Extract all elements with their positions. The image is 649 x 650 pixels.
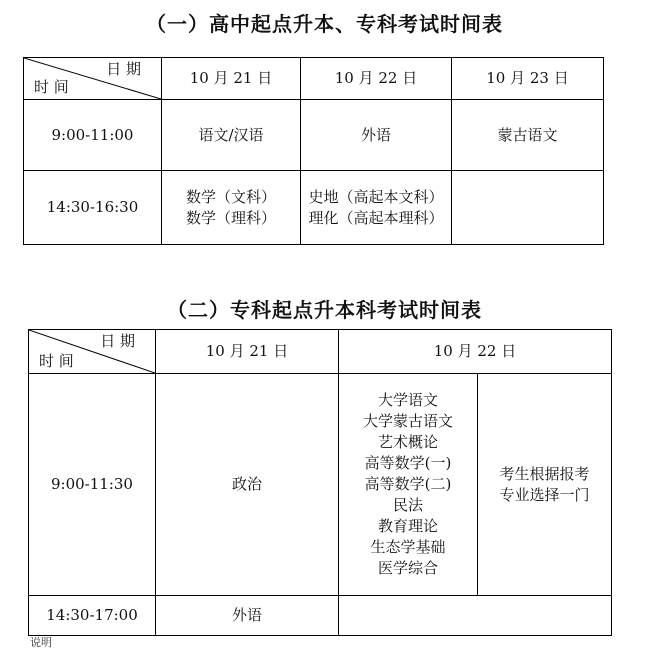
section2-title: （二）专科起点升本科考试时间表 (167, 298, 482, 322)
exam-schedule-table-2 (28, 329, 612, 636)
subject-list-cell (339, 374, 478, 596)
subject-line: 数学（文科） (185, 187, 276, 206)
table-row (29, 596, 612, 636)
subject-line: 生态学基础 (370, 538, 446, 556)
date-header: 10 月 21 日 (162, 58, 301, 100)
date-header: 10 月 21 日 (156, 330, 339, 374)
date-axis-label: 日 期 (100, 332, 135, 350)
footer-note-fragment: 说明 (30, 636, 52, 649)
time-axis-label: 时 间 (34, 78, 69, 96)
header-row (29, 330, 612, 374)
exam-schedule-table-1 (23, 57, 604, 245)
subject-cell: 外语 (156, 596, 339, 636)
subject-line: 艺术概论 (377, 433, 438, 451)
table-row (24, 100, 604, 171)
time-slot: 14:30-16:30 (24, 171, 162, 245)
subject-line: 数学（理科） (185, 208, 276, 227)
corner-cell (29, 330, 156, 374)
subject-line: 高等数学(一) (364, 454, 452, 472)
subject-line: 史地（高起本文科） (308, 187, 444, 206)
note-cell (478, 374, 612, 596)
subject-cell: 蒙古语文 (452, 100, 604, 171)
subject-line: 理化（高起本理科） (308, 208, 444, 227)
time-slot: 14:30-17:00 (29, 596, 156, 636)
table-row (29, 374, 612, 596)
subject-cell: 语文/汉语 (162, 100, 301, 171)
table-row (24, 171, 604, 245)
section1-title: （一）高中起点升本、专科考试时间表 (146, 12, 503, 36)
subject-line: 高等数学(二) (364, 475, 452, 493)
corner-cell (24, 58, 162, 100)
subject-cell: 外语 (301, 100, 452, 171)
empty-cell (452, 171, 604, 245)
header-row (24, 58, 604, 100)
subject-line: 民法 (392, 496, 423, 514)
date-header: 10 月 22 日 (301, 58, 452, 100)
subject-line: 教育理论 (377, 517, 438, 535)
time-axis-label: 时 间 (39, 352, 74, 370)
date-header: 10 月 22 日 (339, 330, 612, 374)
subject-line: 医学综合 (377, 559, 438, 577)
date-header: 10 月 23 日 (452, 58, 604, 100)
note-line: 考生根据报考 (499, 464, 590, 483)
subject-line: 大学蒙古语文 (362, 412, 453, 430)
subject-cell (301, 171, 452, 245)
empty-cell (339, 596, 612, 636)
time-slot: 9:00-11:30 (29, 374, 156, 596)
note-line: 专业选择一门 (499, 485, 590, 504)
subject-cell (162, 171, 301, 245)
date-axis-label: 日 期 (106, 60, 141, 78)
subject-line: 大学语文 (377, 391, 438, 409)
subject-cell: 政治 (156, 374, 339, 596)
time-slot: 9:00-11:00 (24, 100, 162, 171)
